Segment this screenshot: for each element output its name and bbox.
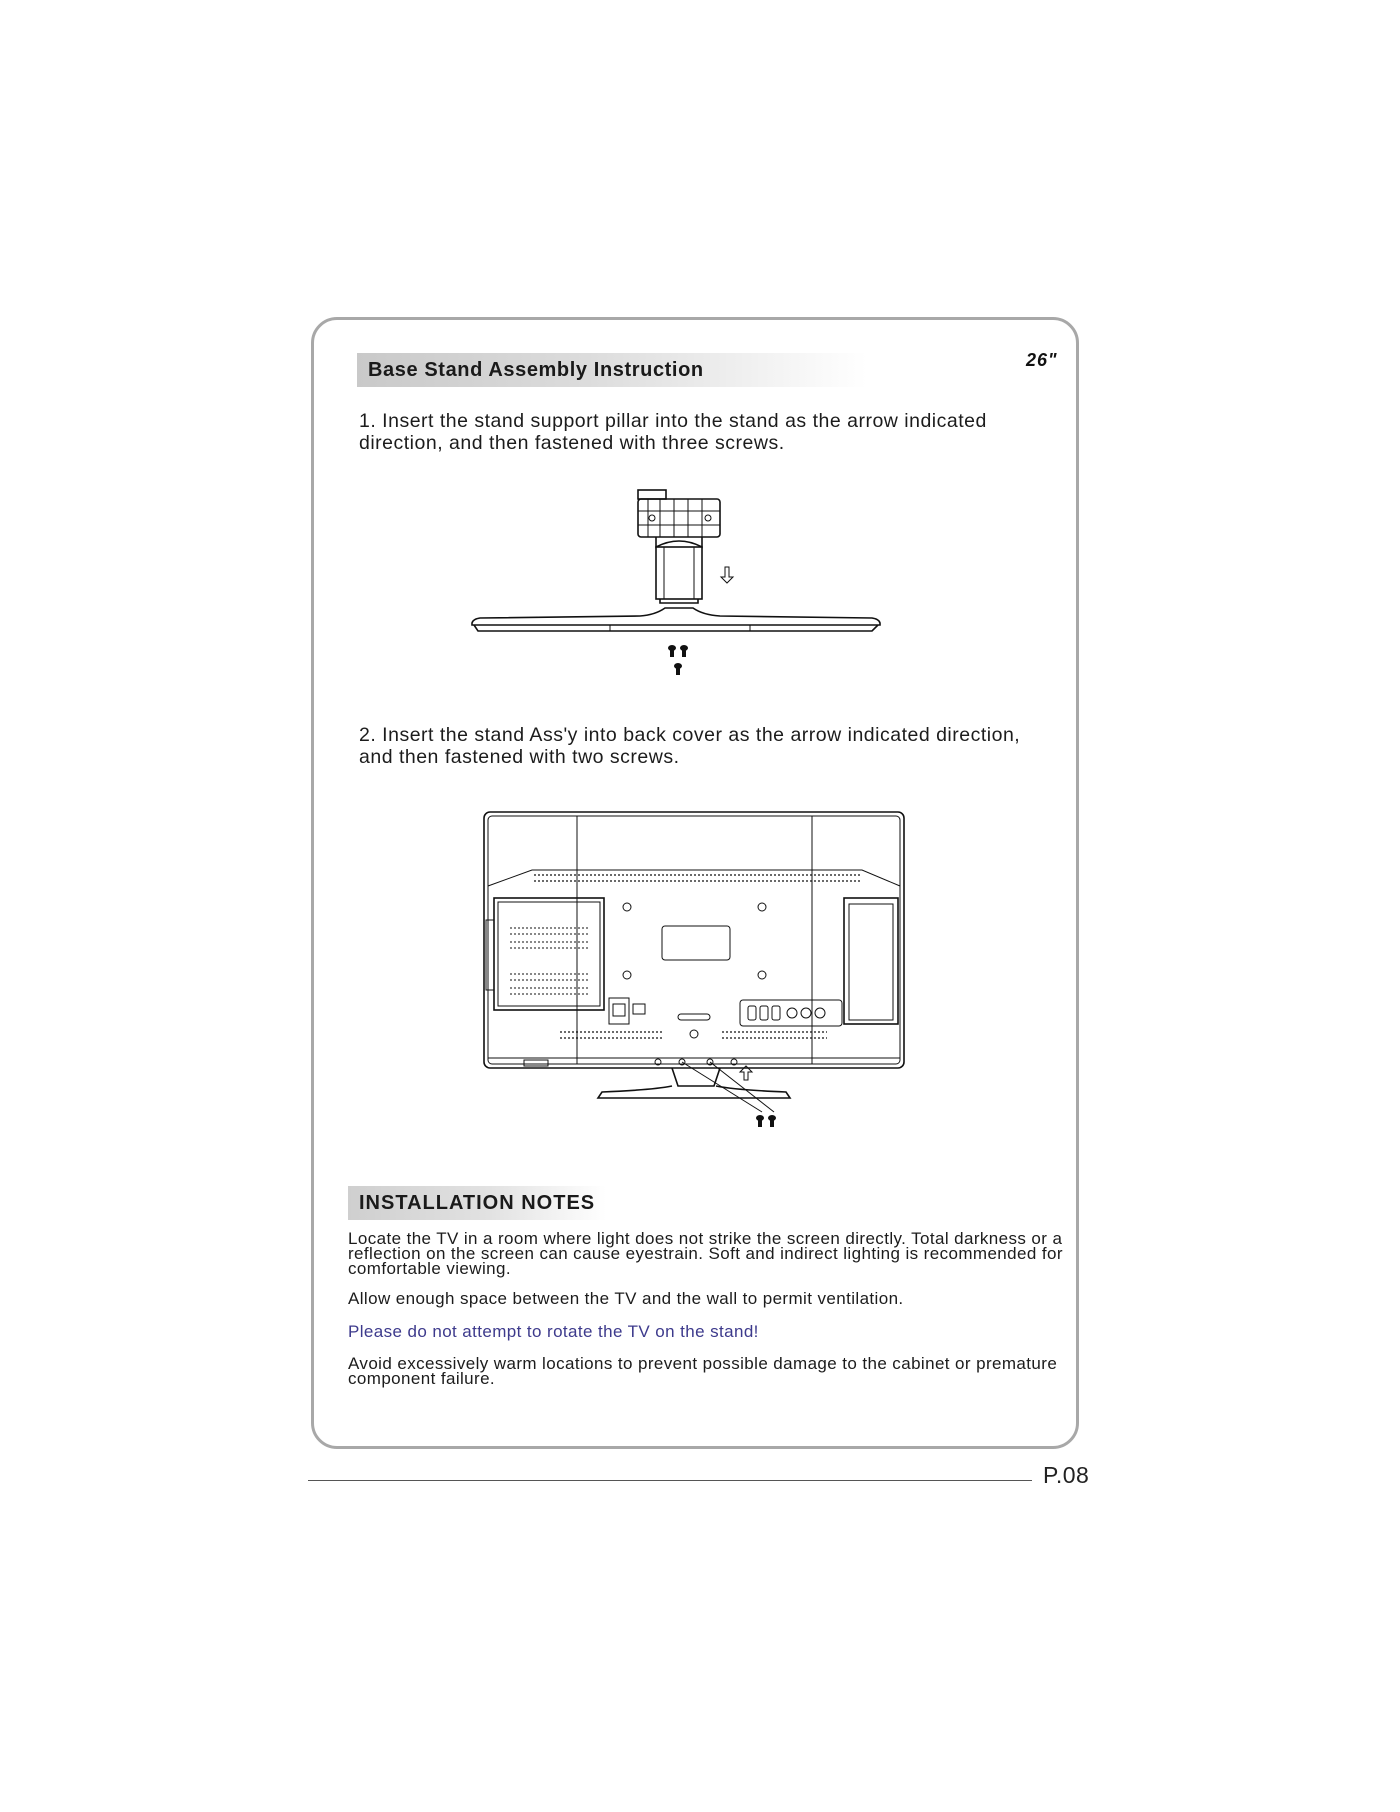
note-lighting: Locate the TV in a room where light does not strike the screen directly. Total darkness or a reflection on the screen can cause eyestrain. Soft and indirect lighting is recommended for comfortable viewing. [348, 1229, 1063, 1278]
installation-notes-banner [348, 1186, 606, 1220]
tv-back-cover-diagram-icon [482, 810, 912, 1130]
section-banner [357, 353, 867, 387]
page-number: P.08 [1043, 1462, 1090, 1488]
stand-pillar-diagram-icon [470, 485, 890, 685]
note-warm-locations: Avoid excessively warm locations to prevent possible damage to the cabinet or premature component failure. [348, 1354, 1058, 1388]
model-size-label: 26" [1026, 350, 1058, 370]
footer-rule [308, 1480, 1032, 1481]
step-1-text: 1. Insert the stand support pillar into the stand as the arrow indicated direction, and then fastened with three screws. [359, 410, 987, 454]
step-2-text: 2. Insert the stand Ass'y into back cover as the arrow indicated direction, and then fastened with two screws. [359, 724, 1021, 768]
note-rotation-warning: Please do not attempt to rotate the TV on the stand! [348, 1322, 759, 1341]
installation-notes-title: INSTALLATION NOTES [359, 1192, 596, 1214]
section-title: Base Stand Assembly Instruction [368, 359, 704, 381]
note-ventilation: Allow enough space between the TV and the wall to permit ventilation. [348, 1289, 904, 1308]
